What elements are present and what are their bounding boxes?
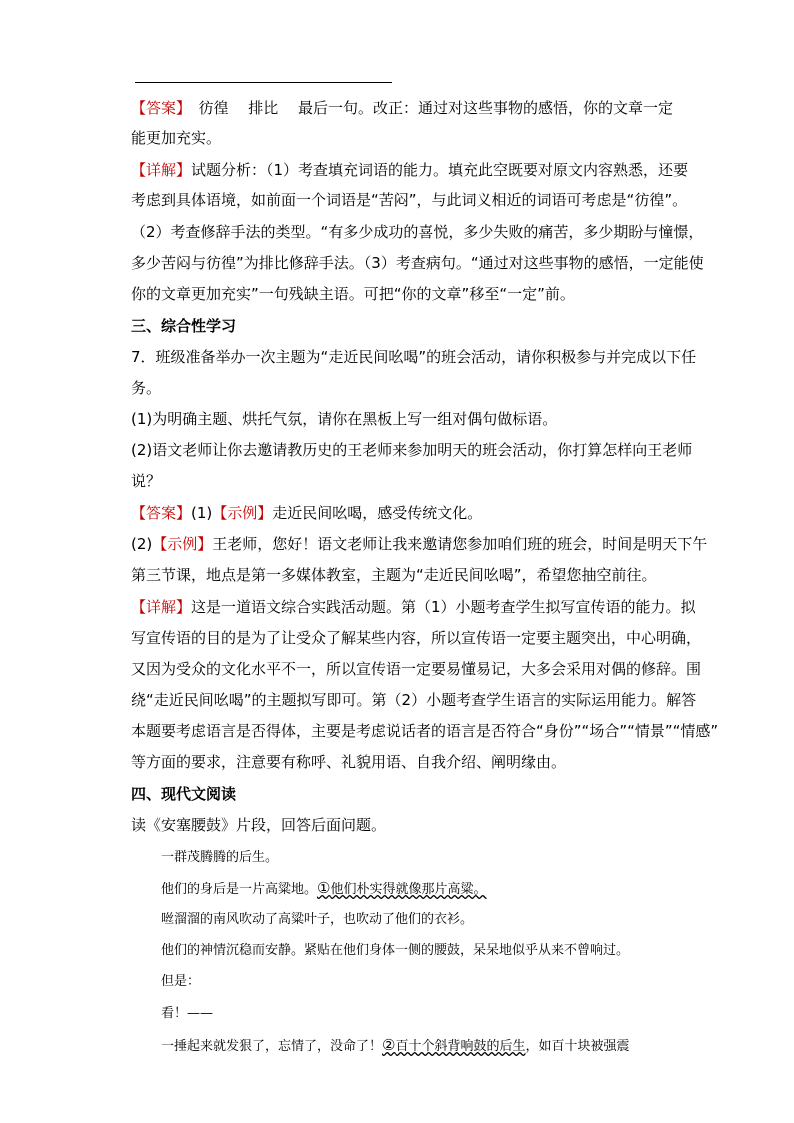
question7-sub1: (1)为明确主题、烘托气氛，请你在黑板上写一组对偶句做标语。 xyxy=(131,410,558,428)
example-label: 【示例】 xyxy=(212,504,273,522)
passage-para-1: 一群茂腾腾的后生。 xyxy=(161,850,279,865)
answer2-line1 xyxy=(131,503,482,523)
detail2-line3: 又因为受众的文化水平不一，所以宣传语一定要易懂易记，大多会采用对偶的修辞。围 xyxy=(131,660,702,678)
underlined-sentence-1 xyxy=(317,879,487,897)
detail1-line5: 你的文章更加充实”一句残缺主语。可把“你的文章”移至“一定”前。 xyxy=(131,285,575,303)
detail2-text: 这是一道语文综合实践活动题。第（1）小题考查学生拟写宣传语的能力。拟 xyxy=(191,598,696,616)
detail1-line4: 多少苦闷与彷徨”为排比修辞手法。（3）考查病句。“通过对这些事物的感悟，一定能使 xyxy=(131,254,704,272)
answer1-line1 xyxy=(131,98,673,118)
passage-para-7-a: 一捶起来就发狠了，忘情了，没命了！ xyxy=(161,1039,383,1054)
section-heading-4: 四、现代文阅读 xyxy=(131,785,237,803)
top-divider-line xyxy=(135,82,392,83)
detail1-line1 xyxy=(131,160,688,180)
question7-sub2-line1: (2)语文老师让你去邀请教历史的王老师来参加明天的班会活动，你打算怎样向王老师 xyxy=(131,441,693,459)
question7-line2: 务。 xyxy=(131,379,162,397)
answer1-text: 彷徨 排比 最后一句。改正：通过对这些事物的感悟，你的文章一定 xyxy=(183,99,674,117)
answer-label: 【答案】 xyxy=(131,504,192,522)
example-label: 【示例】 xyxy=(152,535,213,553)
answer-label: 【答案】 xyxy=(131,99,184,117)
question7-sub2-line2: 说？ xyxy=(131,472,162,490)
answer2-prefix2: (2) xyxy=(131,535,153,553)
detail2-line1 xyxy=(131,597,696,617)
passage-para-3: 咝溜溜的南风吹动了高粱叶子，也吹动了他们的衣衫。 xyxy=(161,912,474,927)
reading-intro: 读《安塞腰鼓》片段，回答后面问题。 xyxy=(131,816,387,834)
detail2-line2: 写宣传语的目的是为了让受众了解某些内容，所以宣传语一定要主题突出，中心明确， xyxy=(131,629,702,647)
detail2-line4: 绕“走近民间吆喝”的主题拟写即可。第（2）小题考查学生语言的实际运用能力。解答 xyxy=(131,691,697,709)
answer2-line2 xyxy=(131,534,707,554)
detail-label: 【详解】 xyxy=(131,161,192,179)
passage-para-7-c: ，如百十块被强震 xyxy=(525,1039,630,1054)
detail1-line3: （2）考查修辞手法的类型。“有多少成功的喜悦，多少失败的痛苦，多少期盼与憧憬， xyxy=(131,223,704,241)
section-heading-3: 三、综合性学习 xyxy=(131,317,237,335)
detail2-line5: 本题要考虑语言是否得体，主要是考虑说话者的语言是否符合“身份”“场合”“情景”“情感” xyxy=(131,722,719,740)
passage-para-7-b: 百十个斜背响鼓的后生 xyxy=(395,1039,526,1054)
detail-label: 【详解】 xyxy=(131,598,192,616)
passage-para-2 xyxy=(161,879,486,899)
answer2-prefix1: (1) xyxy=(191,504,213,522)
answer2-text1: 走近民间吆喝，感受传统文化。 xyxy=(272,504,483,522)
detail2-line6: 等方面的要求，注意要有称呼、礼貌用语、自我介绍、阐明缘由。 xyxy=(131,753,567,771)
underlined-sentence-2 xyxy=(382,1036,526,1054)
passage-para-5: 但是： xyxy=(161,974,201,989)
circled-number-2: ② xyxy=(382,1036,396,1054)
question7-line1: 7．班级准备举办一次主题为“走近民间吆喝”的班会活动，请你积极参与并完成以下任 xyxy=(131,348,697,366)
passage-para-6: 看！—— xyxy=(161,1006,214,1021)
passage-para-2-b: 他们朴实得就像那片高粱。 xyxy=(330,882,487,897)
answer1-line2: 能更加充实。 xyxy=(131,129,222,147)
answer2-text2: 王老师，您好！语文老师让我来邀请您参加咱们班的班会，时间是明天下午 xyxy=(212,535,708,553)
passage-para-2-a: 他们的身后是一片高粱地。 xyxy=(161,882,318,897)
passage-para-4: 他们的神情沉稳而安静。紧贴在他们身体一侧的腰鼓，呆呆地似乎从来不曾响过。 xyxy=(161,943,630,958)
detail1-line2: 考虑到具体语境，如前面一个词语是“苦闷”，与此词义相近的词语可考虑是“彷徨”。 xyxy=(131,191,688,209)
detail1-text: 试题分析：（1）考查填充词语的能力。填充此空既要对原文内容熟悉，还要 xyxy=(191,161,689,179)
answer2-line3: 第三节课，地点是第一多媒体教室，主题为“走近民间吆喝”，希望您抽空前往。 xyxy=(131,566,657,584)
passage-para-7 xyxy=(161,1036,630,1056)
circled-number-1: ① xyxy=(317,879,331,897)
